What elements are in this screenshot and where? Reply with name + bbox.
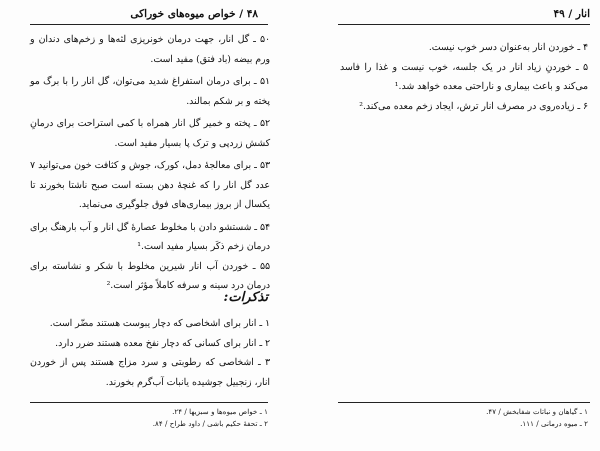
left-footnote-1: ۱ ـ خواص میوه‌ها و سبزیها / ۲۴.	[172, 407, 268, 416]
right-footnote-rule	[338, 402, 590, 403]
right-item-4: ۴ ـ خوردن انار به‌عنوان دسر خوب نیست.	[428, 42, 588, 53]
left-item-53: ۵۳ ـ برای معالجهٔ دمل، کورک، جوش و کثافت خون می‌توانید ۷ عدد گل انار را که غنچهٔ دهن بسته است صبح ناشتا بخورند تا یکسال از بروز بیماری‌های فوق جلوگیری می‌نماید.	[30, 160, 270, 210]
notes-list	[30, 314, 270, 392]
note-item-1: ۱ ـ انار برای اشخاصی که دچار یبوست هستند مضّر است.	[49, 318, 270, 329]
left-body	[30, 30, 270, 296]
right-header-rule	[338, 24, 590, 25]
left-page-header: ۴۸ / خواص میوه‌های خوراکی	[130, 8, 258, 20]
note-item-2: ۲ ـ انار برای کسانی که دچار نفخ معده هستند ضرر دارد.	[55, 337, 270, 349]
right-page-header: انار / ۴۹	[553, 8, 590, 20]
left-item-54: ۵۴ ـ شستشو دادن با مخلوط عصارهٔ گل انار و آب بارهنگ برای درمان زخم ذکَر بسیار مفید است.¹	[30, 221, 270, 252]
right-footnote-2: ۲ ـ میوه درمانی / ۱۱۱.	[520, 419, 588, 428]
left-footnote-2: ۲ ـ تحفهٔ حکیم باشی / داود طراح / ۸۴.	[152, 419, 268, 428]
right-body	[340, 38, 588, 116]
right-item-5: ۵ ـ خوردنِ زیاد انار در یک جلسه، خوب نیست و غذا را فاسد می‌کند و باعث بیماری و ناراحتی معده خواهد شد.¹	[340, 61, 588, 92]
left-footnote-rule	[30, 402, 268, 403]
right-footnotes	[486, 406, 588, 430]
right-footnote-1: ۱ ـ گیاهان و نباتات شفابخش / ۴۷.	[486, 407, 588, 416]
left-item-50: ۵۰ ـ گل انار، جهت درمان خونریزی لثه‌ها و زخم‌های دندان و ورم بیضه (باد فتق) مفید است.	[30, 34, 270, 65]
left-header-rule	[30, 24, 268, 25]
right-page	[300, 0, 600, 451]
notes-title: تذکرات:	[223, 290, 268, 305]
right-item-6: ۶ ـ زیاده‌روی در مصرف انار ترش، ایجاد زخم معده می‌کند.²	[359, 100, 588, 112]
left-item-55: ۵۵ ـ خوردن آب انار شیرین مخلوط با شکر و نشاسته برای درمان درد سینه و سرفه کاملاً مؤثر است.²	[30, 260, 270, 291]
left-item-51: ۵۱ ـ برای درمان استفراغ شدید می‌توان، گل انار را با برگ مو پخته و بر شکم بمالند.	[30, 76, 270, 107]
left-footnotes	[153, 406, 268, 430]
note-item-3: ۳ ـ اشخاصی که رطوبتی و سرد مزاج هستند پس از خوردن انار، زنجبیل جوشیده یانبات آب‌گرم بخورند.	[30, 357, 270, 388]
left-item-52: ۵۲ ـ پخته و خمیر گل انار همراه با کمی استراحت برای درمانِ کشش زردپی و ترک پا بسیار مفید است.	[30, 118, 270, 149]
